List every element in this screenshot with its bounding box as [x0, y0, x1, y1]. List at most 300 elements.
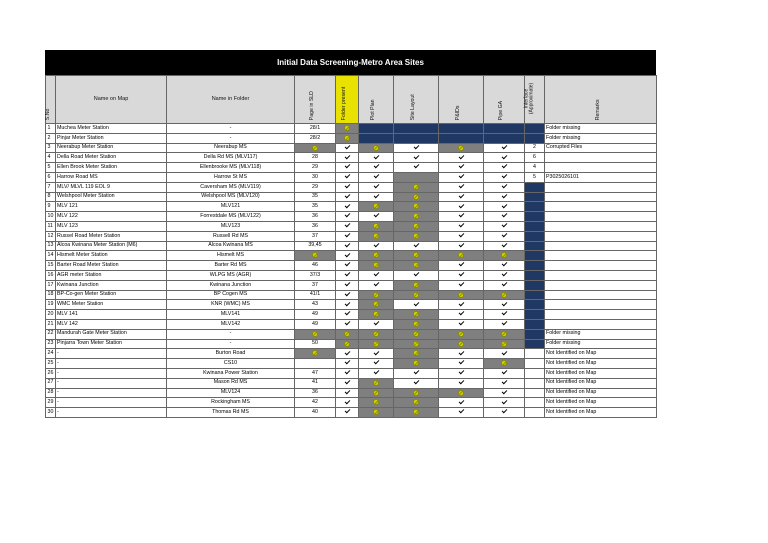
remarks-cell: Not Identified on Map — [545, 398, 657, 408]
pipe-ga-cell — [484, 329, 525, 339]
check-icon — [501, 163, 507, 169]
folder-present-cell — [336, 212, 359, 222]
plot-plan-cell — [359, 124, 394, 134]
site-layout-cell — [394, 221, 439, 231]
no-symbol-icon — [413, 252, 419, 258]
check-icon — [344, 202, 350, 208]
site-layout-cell — [394, 300, 439, 310]
sheet-title: Initial Data Screening-Metro Area Sites — [45, 50, 656, 75]
screening-table — [45, 75, 657, 418]
name-in-folder-cell: Hismelt MS — [167, 251, 295, 261]
no-symbol-icon — [413, 194, 419, 200]
check-icon — [413, 379, 419, 385]
check-icon — [373, 192, 379, 198]
check-icon — [373, 173, 379, 179]
name-in-folder-cell: Kwinana Power Station — [167, 368, 295, 378]
name-on-map-cell: BP-Co-gen Meter Station — [56, 290, 167, 300]
folder-present-cell — [336, 231, 359, 241]
check-icon — [344, 398, 350, 404]
folder-present-cell — [336, 300, 359, 310]
row-number-cell: 25 — [46, 359, 56, 369]
interface-cell — [525, 408, 545, 418]
name-on-map-cell: Russel Road Meter Station — [56, 231, 167, 241]
pids-cell — [439, 192, 484, 202]
row-number-cell: 2 — [46, 133, 56, 143]
page-in-sld-cell: 36 — [295, 221, 336, 231]
name-in-folder-cell: Caversham MS (MLV119) — [167, 182, 295, 192]
folder-present-cell — [336, 192, 359, 202]
no-symbol-icon — [413, 341, 419, 347]
header-sno: S.No — [46, 76, 56, 124]
pids-cell — [439, 388, 484, 398]
site-layout-cell — [394, 143, 439, 153]
check-icon — [458, 232, 464, 238]
folder-present-cell — [336, 290, 359, 300]
pipe-ga-cell — [484, 221, 525, 231]
folder-present-cell — [336, 182, 359, 192]
row-number-cell: 20 — [46, 310, 56, 320]
header-site-layout: Site Layout — [394, 76, 439, 124]
no-symbol-icon — [413, 184, 419, 190]
remarks-cell — [545, 300, 657, 310]
pids-cell — [439, 221, 484, 231]
site-layout-cell — [394, 310, 439, 320]
interface-cell — [525, 329, 545, 339]
pipe-ga-cell — [484, 231, 525, 241]
page-in-sld-cell: 41/1 — [295, 290, 336, 300]
no-symbol-icon — [413, 311, 419, 317]
page-in-sld-cell: 37/3 — [295, 270, 336, 280]
name-in-folder-cell: MLV124 — [167, 388, 295, 398]
remarks-cell — [545, 280, 657, 290]
name-on-map-cell: - — [56, 359, 167, 369]
row-number-cell: 18 — [46, 290, 56, 300]
no-symbol-icon — [413, 203, 419, 209]
page-in-sld-cell: 41 — [295, 378, 336, 388]
folder-present-cell — [336, 261, 359, 271]
pipe-ga-cell — [484, 310, 525, 320]
no-symbol-icon — [312, 145, 318, 151]
pids-cell — [439, 280, 484, 290]
table-row — [46, 163, 657, 173]
interface-cell — [525, 349, 545, 359]
no-symbol-icon — [344, 341, 350, 347]
remarks-cell — [545, 310, 657, 320]
folder-present-cell — [336, 221, 359, 231]
interface-cell — [525, 270, 545, 280]
folder-present-cell — [336, 202, 359, 212]
row-number-cell: 14 — [46, 251, 56, 261]
table-row — [46, 280, 657, 290]
plot-plan-cell — [359, 221, 394, 231]
check-icon — [458, 173, 464, 179]
check-icon — [344, 300, 350, 306]
interface-cell: 2 — [525, 143, 545, 153]
no-symbol-icon — [413, 262, 419, 268]
check-icon — [344, 408, 350, 414]
name-on-map-cell: Della Road Meter Station — [56, 153, 167, 163]
row-number-cell: 3 — [46, 143, 56, 153]
plot-plan-cell — [359, 319, 394, 329]
pids-cell — [439, 172, 484, 182]
table-row — [46, 221, 657, 231]
folder-present-cell — [336, 329, 359, 339]
pipe-ga-cell — [484, 133, 525, 143]
table-row — [46, 241, 657, 251]
no-symbol-icon — [413, 223, 419, 229]
pipe-ga-cell — [484, 212, 525, 222]
plot-plan-cell — [359, 408, 394, 418]
row-number-cell: 17 — [46, 280, 56, 290]
plot-plan-cell — [359, 231, 394, 241]
site-layout-cell — [394, 251, 439, 261]
folder-present-cell — [336, 133, 359, 143]
check-icon — [413, 153, 419, 159]
name-on-map-cell: Ellen Brook Meter Station — [56, 163, 167, 173]
folder-present-cell — [336, 408, 359, 418]
name-on-map-cell: Alcoa Kwinana Meter Station (M6) — [56, 241, 167, 251]
remarks-cell: Folder missing — [545, 339, 657, 349]
plot-plan-cell — [359, 270, 394, 280]
name-in-folder-cell: - — [167, 124, 295, 134]
page-in-sld-cell: 42 — [295, 398, 336, 408]
check-icon — [344, 388, 350, 394]
check-icon — [373, 359, 379, 365]
header-remarks: Remarks — [545, 76, 657, 124]
folder-present-cell — [336, 368, 359, 378]
interface-cell — [525, 241, 545, 251]
table-row — [46, 329, 657, 339]
plot-plan-cell — [359, 310, 394, 320]
row-number-cell: 15 — [46, 261, 56, 271]
no-symbol-icon — [413, 360, 419, 366]
name-in-folder-cell: - — [167, 339, 295, 349]
row-number-cell: 19 — [46, 300, 56, 310]
interface-cell: 6 — [525, 153, 545, 163]
site-layout-cell — [394, 290, 439, 300]
table-row — [46, 300, 657, 310]
pipe-ga-cell — [484, 398, 525, 408]
site-layout-cell — [394, 124, 439, 134]
check-icon — [458, 183, 464, 189]
pids-cell — [439, 231, 484, 241]
check-icon — [501, 202, 507, 208]
check-icon — [344, 153, 350, 159]
table-row — [46, 378, 657, 388]
site-layout-cell — [394, 261, 439, 271]
name-on-map-cell: AGR meter Station — [56, 270, 167, 280]
name-on-map-cell: Hismelt Meter Station — [56, 251, 167, 261]
check-icon — [458, 271, 464, 277]
remarks-cell — [545, 270, 657, 280]
page-in-sld-cell: 36 — [295, 212, 336, 222]
pids-cell — [439, 202, 484, 212]
check-icon — [501, 300, 507, 306]
site-layout-cell — [394, 280, 439, 290]
name-in-folder-cell: MLV123 — [167, 221, 295, 231]
pids-cell — [439, 251, 484, 261]
name-in-folder-cell: MLV121 — [167, 202, 295, 212]
header-pids: P&IDs — [439, 76, 484, 124]
site-layout-cell — [394, 241, 439, 251]
table-row — [46, 182, 657, 192]
pipe-ga-cell — [484, 280, 525, 290]
no-symbol-icon — [458, 390, 464, 396]
header-name-in-folder: Name in Folder — [167, 76, 295, 124]
pids-cell — [439, 398, 484, 408]
row-number-cell: 4 — [46, 153, 56, 163]
page-in-sld-cell — [295, 251, 336, 261]
header-pipe-ga: Pipe GA — [484, 76, 525, 124]
check-icon — [501, 192, 507, 198]
remarks-cell — [545, 261, 657, 271]
check-icon — [501, 369, 507, 375]
check-icon — [501, 320, 507, 326]
check-icon — [344, 251, 350, 257]
interface-cell — [525, 319, 545, 329]
no-symbol-icon — [413, 292, 419, 298]
interface-cell: 4 — [525, 163, 545, 173]
pids-cell — [439, 339, 484, 349]
folder-present-cell — [336, 251, 359, 261]
name-on-map-cell: - — [56, 408, 167, 418]
plot-plan-cell — [359, 359, 394, 369]
pipe-ga-cell — [484, 319, 525, 329]
page-in-sld-cell: 28/1 — [295, 124, 336, 134]
pipe-ga-cell — [484, 408, 525, 418]
name-in-folder-cell: Barter Rd MS — [167, 261, 295, 271]
check-icon — [458, 379, 464, 385]
name-in-folder-cell: WLPG MS (AGR) — [167, 270, 295, 280]
pids-cell — [439, 212, 484, 222]
plot-plan-cell — [359, 388, 394, 398]
no-symbol-icon — [413, 409, 419, 415]
page-in-sld-cell: 36 — [295, 388, 336, 398]
check-icon — [344, 359, 350, 365]
row-number-cell: 10 — [46, 212, 56, 222]
row-number-cell: 13 — [46, 241, 56, 251]
no-symbol-icon — [344, 135, 350, 141]
site-layout-cell — [394, 378, 439, 388]
plot-plan-cell — [359, 290, 394, 300]
pids-cell — [439, 319, 484, 329]
check-icon — [458, 320, 464, 326]
pipe-ga-cell — [484, 359, 525, 369]
check-icon — [344, 310, 350, 316]
plot-plan-cell — [359, 368, 394, 378]
header-folder-present: Folder present — [336, 76, 359, 124]
no-symbol-icon — [344, 125, 350, 131]
interface-cell — [525, 202, 545, 212]
site-layout-cell — [394, 192, 439, 202]
name-in-folder-cell: MLV141 — [167, 310, 295, 320]
no-symbol-icon — [312, 350, 318, 356]
folder-present-cell — [336, 241, 359, 251]
check-icon — [344, 163, 350, 169]
no-symbol-icon — [373, 233, 379, 239]
site-layout-cell — [394, 270, 439, 280]
site-layout-cell — [394, 398, 439, 408]
name-on-map-cell: MLV 123 — [56, 221, 167, 231]
no-symbol-icon — [312, 331, 318, 337]
name-on-map-cell: - — [56, 349, 167, 359]
folder-present-cell — [336, 172, 359, 182]
table-row — [46, 192, 657, 202]
no-symbol-icon — [458, 292, 464, 298]
name-on-map-cell: - — [56, 388, 167, 398]
table-row — [46, 290, 657, 300]
data-screening-sheet — [45, 50, 656, 418]
page-in-sld-cell — [295, 359, 336, 369]
no-symbol-icon — [413, 233, 419, 239]
table-row — [46, 231, 657, 241]
page-in-sld-cell — [295, 349, 336, 359]
check-icon — [344, 183, 350, 189]
site-layout-cell — [394, 172, 439, 182]
row-number-cell: 12 — [46, 231, 56, 241]
check-icon — [458, 153, 464, 159]
pids-cell — [439, 408, 484, 418]
name-on-map-cell: MLV 142 — [56, 319, 167, 329]
pipe-ga-cell — [484, 124, 525, 134]
folder-present-cell — [336, 378, 359, 388]
interface-cell — [525, 368, 545, 378]
table-row — [46, 212, 657, 222]
no-symbol-icon — [413, 282, 419, 288]
page-in-sld-cell: 37 — [295, 280, 336, 290]
table-row — [46, 319, 657, 329]
interface-cell — [525, 339, 545, 349]
page-in-sld-cell: 46 — [295, 261, 336, 271]
check-icon — [501, 153, 507, 159]
check-icon — [413, 300, 419, 306]
table-row — [46, 359, 657, 369]
check-icon — [501, 144, 507, 150]
row-number-cell: 11 — [46, 221, 56, 231]
check-icon — [373, 241, 379, 247]
site-layout-cell — [394, 212, 439, 222]
plot-plan-cell — [359, 251, 394, 261]
site-layout-cell — [394, 231, 439, 241]
row-number-cell: 23 — [46, 339, 56, 349]
pipe-ga-cell — [484, 202, 525, 212]
no-symbol-icon — [501, 360, 507, 366]
interface-cell — [525, 359, 545, 369]
pipe-ga-cell — [484, 378, 525, 388]
page-in-sld-cell: 29 — [295, 163, 336, 173]
no-symbol-icon — [373, 311, 379, 317]
check-icon — [458, 398, 464, 404]
no-symbol-icon — [312, 252, 318, 258]
pids-cell — [439, 143, 484, 153]
remarks-cell — [545, 290, 657, 300]
site-layout-cell — [394, 182, 439, 192]
check-icon — [458, 241, 464, 247]
pids-cell — [439, 349, 484, 359]
row-number-cell: 28 — [46, 388, 56, 398]
folder-present-cell — [336, 270, 359, 280]
interface-cell — [525, 261, 545, 271]
check-icon — [373, 349, 379, 355]
remarks-cell — [545, 221, 657, 231]
plot-plan-cell — [359, 349, 394, 359]
no-symbol-icon — [501, 252, 507, 258]
name-on-map-cell: WMC Meter Station — [56, 300, 167, 310]
row-number-cell: 27 — [46, 378, 56, 388]
pipe-ga-cell — [484, 300, 525, 310]
check-icon — [344, 261, 350, 267]
pipe-ga-cell — [484, 172, 525, 182]
check-icon — [501, 173, 507, 179]
remarks-cell: P3025026101 — [545, 172, 657, 182]
pids-cell — [439, 133, 484, 143]
no-symbol-icon — [373, 380, 379, 386]
interface-cell — [525, 310, 545, 320]
check-icon — [501, 281, 507, 287]
row-number-cell: 21 — [46, 319, 56, 329]
check-icon — [413, 144, 419, 150]
name-on-map-cell: MLV 122 — [56, 212, 167, 222]
no-symbol-icon — [373, 341, 379, 347]
check-icon — [501, 183, 507, 189]
folder-present-cell — [336, 349, 359, 359]
plot-plan-cell — [359, 163, 394, 173]
pids-cell — [439, 310, 484, 320]
check-icon — [458, 202, 464, 208]
pipe-ga-cell — [484, 182, 525, 192]
name-in-folder-cell: Kwinana Junction — [167, 280, 295, 290]
plot-plan-cell — [359, 329, 394, 339]
name-on-map-cell: - — [56, 368, 167, 378]
check-icon — [458, 163, 464, 169]
page-in-sld-cell: 35 — [295, 202, 336, 212]
check-icon — [373, 183, 379, 189]
check-icon — [458, 349, 464, 355]
site-layout-cell — [394, 388, 439, 398]
no-symbol-icon — [501, 341, 507, 347]
name-in-folder-cell: KNR (WMC) MS — [167, 300, 295, 310]
check-icon — [344, 241, 350, 247]
folder-present-cell — [336, 339, 359, 349]
pipe-ga-cell — [484, 143, 525, 153]
check-icon — [344, 369, 350, 375]
check-icon — [458, 212, 464, 218]
check-icon — [501, 408, 507, 414]
name-on-map-cell: Barter Road Meter Station — [56, 261, 167, 271]
remarks-cell: Folder missing — [545, 329, 657, 339]
row-number-cell: 22 — [46, 329, 56, 339]
no-symbol-icon — [373, 145, 379, 151]
interface-cell: 5 — [525, 172, 545, 182]
name-on-map-cell: Neerabup Meter Station — [56, 143, 167, 153]
page-in-sld-cell: 47 — [295, 368, 336, 378]
interface-cell — [525, 398, 545, 408]
table-body — [46, 124, 657, 418]
row-number-cell: 9 — [46, 202, 56, 212]
pipe-ga-cell — [484, 388, 525, 398]
name-in-folder-cell: - — [167, 329, 295, 339]
interface-cell — [525, 182, 545, 192]
folder-present-cell — [336, 319, 359, 329]
check-icon — [344, 379, 350, 385]
no-symbol-icon — [373, 292, 379, 298]
site-layout-cell — [394, 319, 439, 329]
interface-cell — [525, 192, 545, 202]
check-icon — [373, 271, 379, 277]
check-icon — [344, 144, 350, 150]
table-row — [46, 339, 657, 349]
check-icon — [501, 232, 507, 238]
